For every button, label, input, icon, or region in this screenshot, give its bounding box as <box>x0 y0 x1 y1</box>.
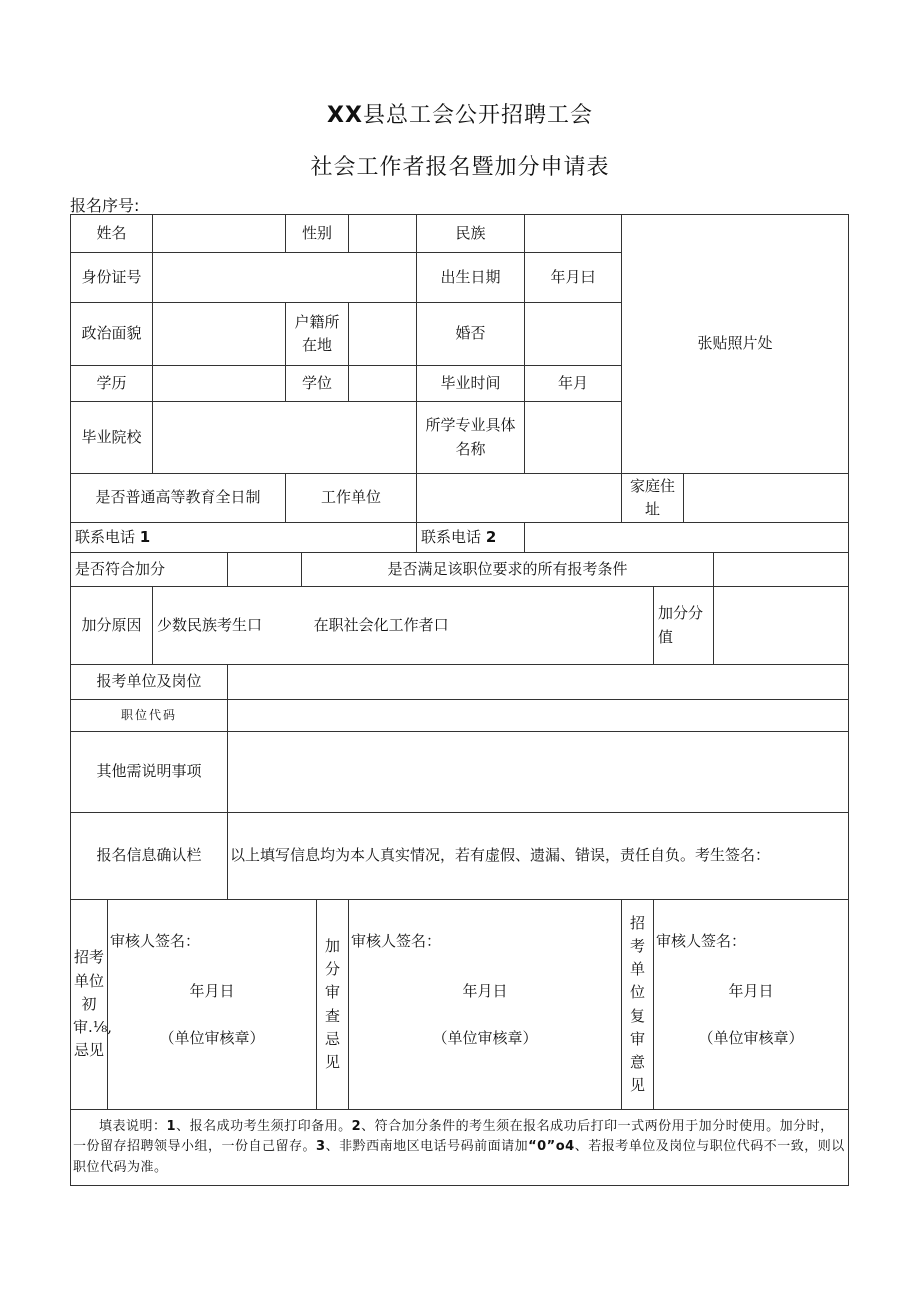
major-input[interactable] <box>525 402 622 474</box>
final-review-date: 年月日 <box>728 982 774 1000</box>
meets-conditions-input[interactable] <box>714 553 849 587</box>
degree-input[interactable] <box>349 366 417 402</box>
gender-label: 性别 <box>286 215 349 253</box>
education-input[interactable] <box>153 366 286 402</box>
bonus-option-social-worker[interactable]: 在职社会化工作者口 <box>313 615 449 634</box>
initial-review-box[interactable] <box>108 900 317 1110</box>
workplace-input[interactable] <box>417 474 622 523</box>
bonus-score-label: 加分分值 <box>654 587 714 665</box>
meets-conditions-label: 是否满足该职位要求的所有报考条件 <box>302 553 714 587</box>
position-input[interactable] <box>228 665 849 700</box>
bonus-review-label: 加分审查忌见 <box>317 900 349 1110</box>
gender-input[interactable] <box>349 215 417 253</box>
name-label: 姓名 <box>71 215 153 253</box>
serial-number-label: 报名序号: <box>70 196 140 215</box>
bonus-eligible-label: 是否符合加分 <box>71 553 228 587</box>
application-form <box>70 214 849 1186</box>
id-number-input[interactable] <box>153 253 417 303</box>
degree-label: 学位 <box>286 366 349 402</box>
final-review-stamp: （单位审核章） <box>698 1029 804 1047</box>
other-notes-label: 其他需说明事项 <box>71 732 228 813</box>
position-code-input[interactable] <box>228 700 849 732</box>
phone2-input[interactable] <box>525 523 849 553</box>
home-address-input[interactable] <box>684 474 849 523</box>
education-label: 学历 <box>71 366 153 402</box>
bonus-score-input[interactable] <box>714 587 849 665</box>
initial-review-label: 招考单位初审.⅛,忌见 <box>71 900 108 1110</box>
confirm-statement: 以上填写信息均为本人真实情况，若有虚假、遗漏、错误，责任自负。考生签名： <box>228 813 849 900</box>
form-instructions: 填表说明：1、报名成功考生须打印备用。2、符合加分条件的考生须在报名成功后打印一式两份用于加分时使用。加分时，一份留存招聘领导小组，一份自己留存。3、非黔西南地区电话号码前面请加“0”o4、若报考单位及岗位与职位代码不一致，则以职位代码为准。 <box>71 1110 849 1186</box>
page-title: XX县总工会公开招聘工会 <box>327 103 593 128</box>
marital-input[interactable] <box>525 303 622 366</box>
school-input[interactable] <box>153 402 417 474</box>
bonus-review-box[interactable] <box>349 900 622 1110</box>
phone1-label: 联系电话 1 <box>71 523 417 553</box>
initial-review-signature: 审核人签名： <box>110 932 201 950</box>
final-review-signature: 审核人签名： <box>656 932 747 950</box>
political-status-label: 政治面貌 <box>71 303 153 366</box>
ethnicity-input[interactable] <box>525 215 622 253</box>
initial-review-stamp: （单位审核章） <box>159 1029 265 1047</box>
confirm-label: 报名信息确认栏 <box>71 813 228 900</box>
political-status-input[interactable] <box>153 303 286 366</box>
id-number-label: 身份证号 <box>71 253 153 303</box>
bonus-review-stamp: （单位审核章） <box>432 1029 538 1047</box>
workplace-label: 工作单位 <box>286 474 417 523</box>
birth-date-input[interactable]: 年月曰 <box>525 253 622 303</box>
bonus-reason-options <box>153 587 654 665</box>
ethnicity-label: 民族 <box>417 215 525 253</box>
bonus-review-date: 年月日 <box>462 982 508 1000</box>
graduation-time-label: 毕业时间 <box>417 366 525 402</box>
phone2-label: 联系电话 2 <box>417 523 525 553</box>
final-review-label: 招考单位复审意见 <box>622 900 654 1110</box>
page-subtitle: 社会工作者报名暨加分申请表 <box>310 155 610 180</box>
major-label: 所学专业具体名称 <box>417 402 525 474</box>
position-label: 报考单位及岗位 <box>71 665 228 700</box>
graduation-time-input[interactable]: 年月 <box>525 366 622 402</box>
final-review-box[interactable] <box>654 900 849 1110</box>
initial-review-date: 年月日 <box>189 982 235 1000</box>
home-address-label: 家庭住址 <box>622 474 684 523</box>
position-code-label: 职位代码 <box>71 700 228 732</box>
bonus-option-minority[interactable]: 少数民族考生口 <box>157 615 263 634</box>
birth-date-label: 出生日期 <box>417 253 525 303</box>
school-label: 毕业院校 <box>71 402 153 474</box>
marital-label: 婚否 <box>417 303 525 366</box>
hukou-input[interactable] <box>349 303 417 366</box>
fulltime-label: 是否普通高等教育全日制 <box>71 474 286 523</box>
photo-area: 张贴照片处 <box>622 215 849 474</box>
bonus-eligible-input[interactable] <box>228 553 302 587</box>
bonus-review-signature: 审核人签名： <box>351 932 442 950</box>
bonus-reason-label: 加分原因 <box>71 587 153 665</box>
name-input[interactable] <box>153 215 286 253</box>
hukou-label: 户籍所在地 <box>286 303 349 366</box>
other-notes-input[interactable] <box>228 732 849 813</box>
